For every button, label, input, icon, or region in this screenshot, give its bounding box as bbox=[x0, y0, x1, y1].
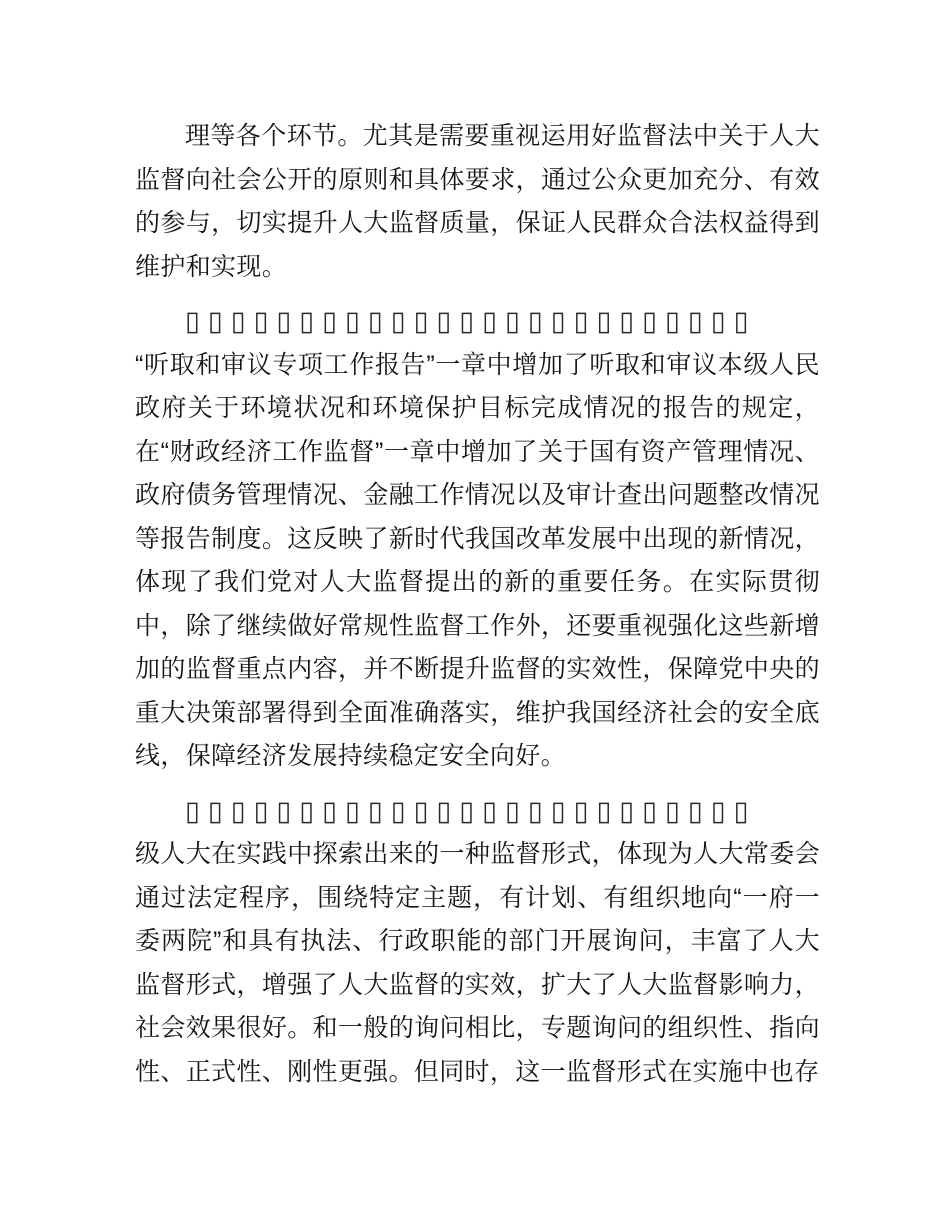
missing-glyph-line: ▯▯▯▯▯▯▯▯▯▯▯▯▯▯▯▯▯▯▯▯▯▯▯▯▯ bbox=[185, 795, 757, 826]
paragraph bbox=[135, 300, 820, 779]
document-body bbox=[135, 115, 820, 1094]
paragraph-text: 理等各个环节。尤其是需要重视运用好监督法中关于人大监督向社会公开的原则和具体要求，通过公众更加充分、有效的参与，切实提升人大监督质量，保证人民群众合法权益得到维护和实现。 bbox=[135, 122, 820, 281]
paragraph-text: “听取和审议专项工作报告”一章中增加了听取和审议本级人民政府关于环境状况和环境保护目标完成情况的报告的规定，在“财政经济工作监督”一章中增加了关于国有资产管理情况、政府债务管理情况、金融工作情况以及审计查出问题整改情况等报告制度。这反映了新时代我国改革发展中出现的新情况，体现了我们党对人大监督提出的新的重要任务。在实际贯彻中，除了继续做好常规性监督工作外，还要重视强化这些新增加的监督重点内容，并不断提升监督的实效性，保障党中央的重大决策部署得到全面准确落实，维护我国经济社会的安全底线，保障经济发展持续稳定安全向好。 bbox=[135, 350, 820, 770]
paragraph bbox=[135, 790, 820, 1095]
paragraph bbox=[135, 115, 820, 289]
paragraph-text: 级人大在实践中探索出来的一种监督形式，体现为人大常委会通过法定程序，围绕特定主题，有计划、有组织地向“一府一委两院”和具有执法、行政职能的部门开展询问，丰富了人大监督形式，增强了人大监督的实效，扩大了人大监督影响力，社会效果很好。和一般的询问相比，专题询问的组织性、指向性、正式性、刚性更强。但同时，这一监督形式在实施中也存 bbox=[135, 840, 820, 1086]
missing-glyph-line: ▯▯▯▯▯▯▯▯▯▯▯▯▯▯▯▯▯▯▯▯▯▯▯▯▯ bbox=[185, 306, 757, 336]
